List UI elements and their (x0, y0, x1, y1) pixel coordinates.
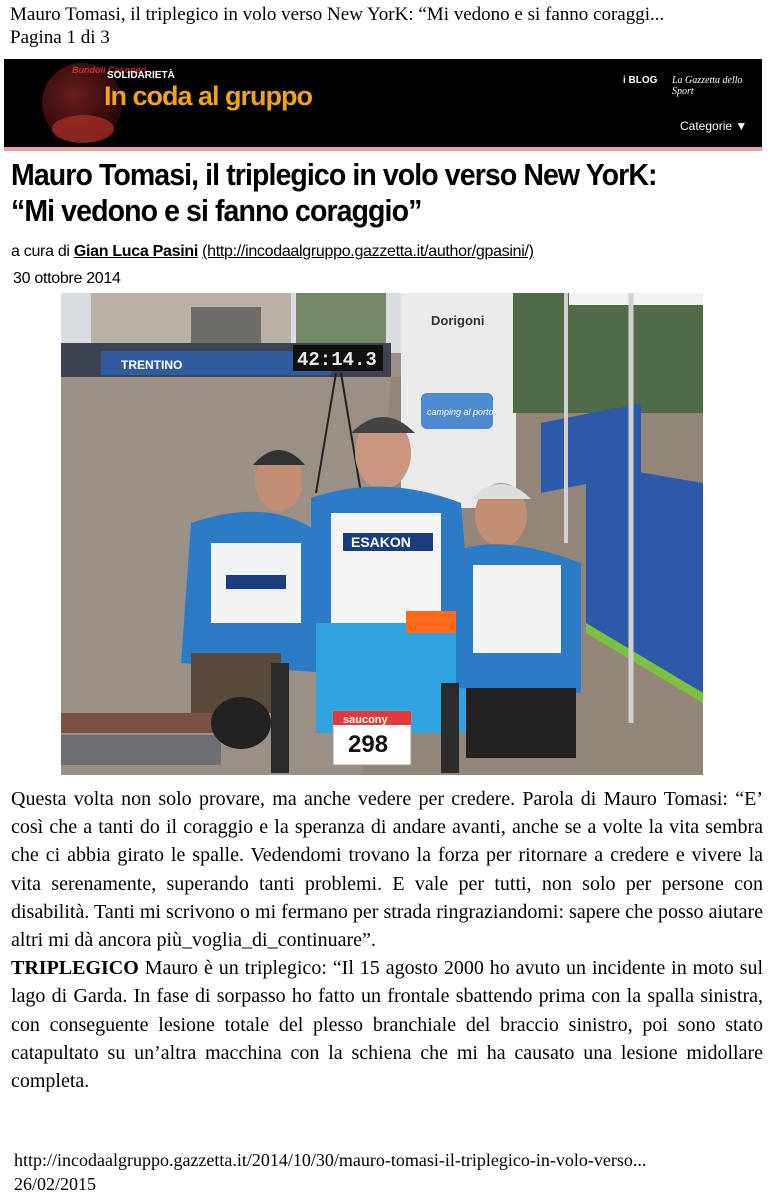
paragraph-2-lead: TRIPLEGICO (11, 957, 139, 980)
logo-text: Bundoli Casoneri (72, 65, 147, 75)
author-link[interactable]: Gian Luca Pasini (73, 243, 198, 260)
race-clock-text: 42:14.3 (297, 349, 377, 371)
article-date: 30 ottobre 2014 (13, 270, 121, 287)
gazzetta-link[interactable]: La Gazzetta dello Sport (672, 75, 743, 97)
bib-brand-text: saucony (343, 714, 388, 726)
banner-divider (4, 147, 762, 151)
bib-number-text: 298 (348, 731, 389, 758)
title-line-2: “Mi vedono e si fanno coraggio” (11, 193, 422, 228)
iblog-link[interactable]: i BLOG (623, 75, 658, 86)
footer-date: 26/02/2015 (14, 1174, 97, 1194)
banner-text: TRENTINO (121, 358, 183, 372)
paragraph-1: Questa volta non solo provare, ma anche vedere per credere. Parola di Mauro Tomasi: “E’ così che a tanti do il coraggio e la speranza di andare avanti, anche se a volte la vita sembra che ci abbia girato le spalle. Vedendomi trovano la forza per ritornare a credere e vivere la vita serenamente, superando tanti problemi. E vale per tutti, non solo per persone con disabilità. Tanti mi scrivono o mi fermano per strada ringraziandomi: sapere che posso aiutare altri mi dà ancora più_voglia_di_continuare”. (11, 788, 763, 952)
print-footer (14, 1148, 646, 1196)
paragraph-2-text: Mauro è un triplegico: “Il 15 agosto 2000 ho avuto un incidente in moto sul lago di Garda. In fase di sorpasso ho fatto un frontale sbattendo prima con la spalla sinistra, con conseguente lesione totale del plesso branchiale del braccio sinistro, poi sono stato catapultato su un’altra macchina con la schiena che mi ha causato una lesione midollare completa. (11, 957, 763, 1093)
camping-text: camping al porto (427, 407, 494, 417)
blog-banner (4, 59, 762, 147)
article-body (11, 785, 763, 1095)
jersey-text: ESAKON (351, 534, 411, 550)
footer-url: http://incodaalgruppo.gazzetta.it/2014/10/30/mauro-tomasi-il-triplegico-in-volo-verso... (14, 1150, 647, 1170)
print-header (10, 3, 664, 49)
section-label: SOLIDARIETÀ (107, 70, 175, 81)
print-header-page: Pagina 1 di 3 (10, 27, 110, 48)
sponsor-board-text: Dorigoni (431, 313, 485, 328)
categories-dropdown[interactable]: Categorie ▼ (680, 119, 748, 133)
blog-title[interactable]: In coda al gruppo (104, 81, 313, 111)
title-line-1: Mauro Tomasi, il triplegico in volo verso New YorK: (11, 157, 657, 192)
author-url-link[interactable]: (http://incodaalgruppo.gazzetta.it/author/gpasini/) (202, 243, 534, 260)
print-header-title: Mauro Tomasi, il triplegico in volo verso New YorK: “Mi vedono e si fanno coraggi... (10, 4, 665, 25)
byline (11, 242, 534, 262)
byline-prefix: a cura di (11, 243, 74, 260)
article-title (11, 157, 701, 229)
paragraph-2 (11, 954, 763, 1095)
article-photo (61, 293, 703, 775)
